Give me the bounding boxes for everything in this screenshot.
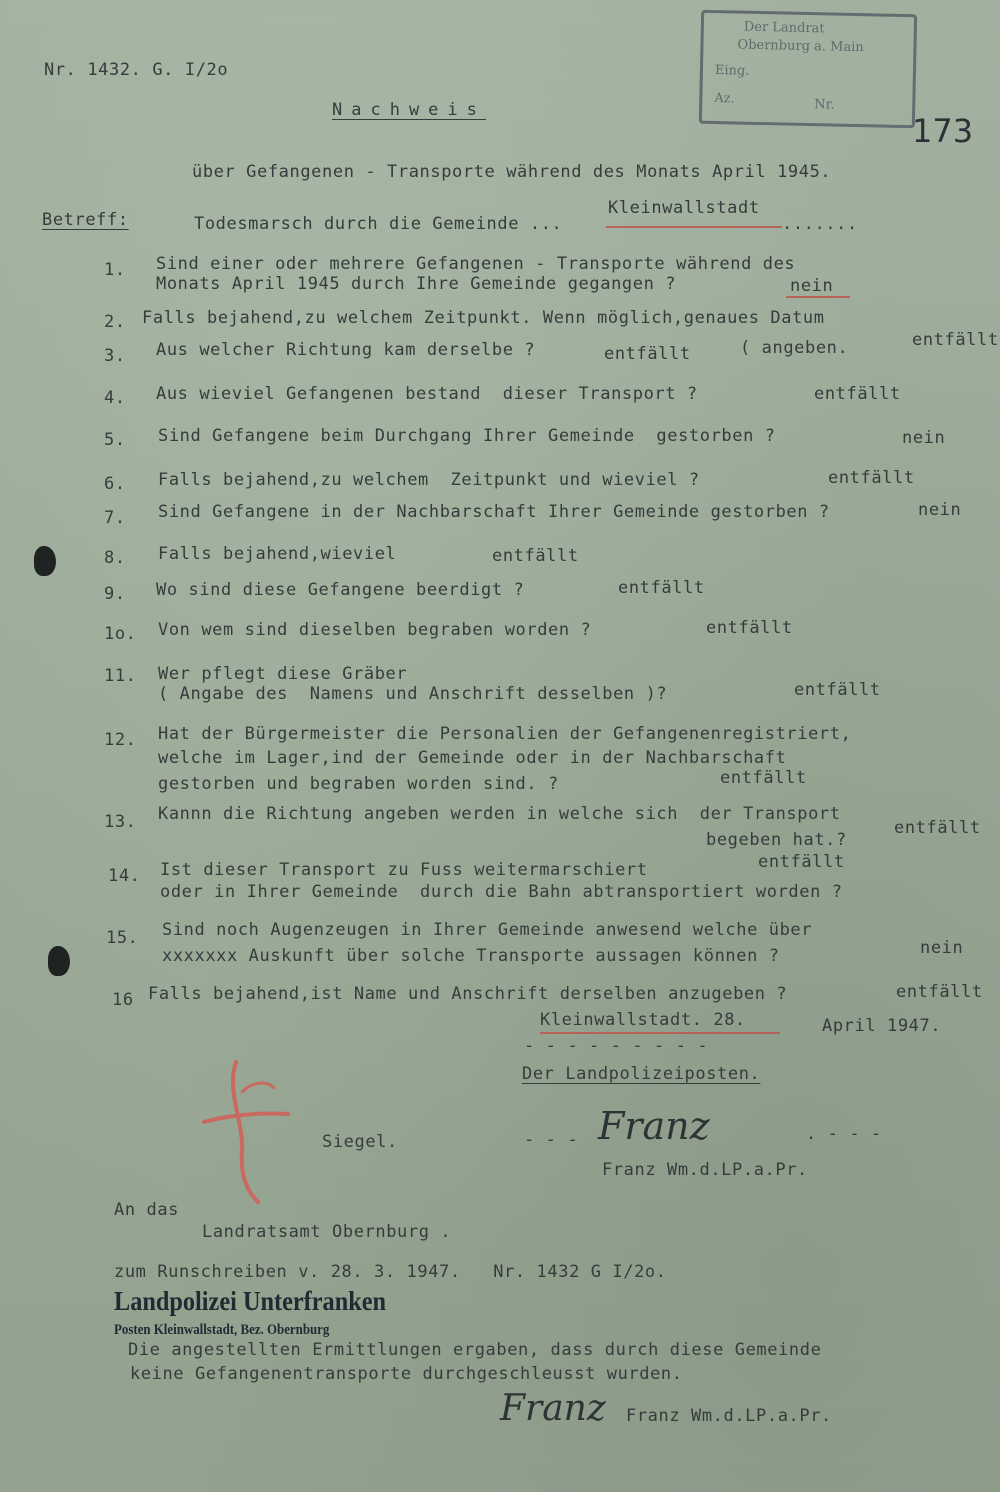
question-number: 15. (106, 928, 139, 948)
subject-place: Kleinwallstadt (608, 198, 760, 218)
answer-text: entfällt (894, 818, 981, 838)
question-text: Falls bejahend,wieviel (158, 544, 397, 564)
stamp-line-2: Obernburg a. Main (737, 37, 864, 56)
document-subtitle: über Gefangenen - Transporte während des Monats April 1945. (192, 162, 832, 182)
question-text: Hat der Bürgermeister die Personalien der Gefangenenregistriert, (158, 724, 852, 744)
circular-reference: zum Runschreiben v. 28. 3. 1947. Nr. 1432 G I/2o. (114, 1262, 667, 1282)
question-text: xxxxxxx Auskunft über solche Transporte aussagen können ? (162, 946, 780, 966)
punch-hole (48, 946, 70, 976)
office-name: Der Landpolizeiposten. (522, 1064, 761, 1084)
signature: Franz (598, 1104, 710, 1148)
red-initial-mark (196, 1052, 306, 1212)
recipient-office: Landratsamt Obernburg . (202, 1222, 452, 1242)
seal-label: Siegel. (322, 1132, 398, 1152)
question-number: 11. (104, 666, 137, 686)
page-number: 173 (912, 112, 974, 150)
answer-text: entfällt (758, 852, 845, 872)
question-number: 13. (104, 812, 137, 832)
question-text: Sind Gefangene beim Durchgang Ihrer Gemeinde gestorben ? (158, 426, 776, 446)
month-year: April 1947. (822, 1016, 942, 1036)
question-number: 14. (108, 866, 141, 886)
date-dashes: - - - - - - - - - (524, 1036, 709, 1056)
answer-text: entfällt (604, 344, 691, 364)
question-text: Sind noch Augenzeugen in Ihrer Gemeinde anwesend welche über (162, 920, 813, 940)
question-text: oder in Ihrer Gemeinde durch die Bahn abtransportiert worden ? (160, 882, 843, 902)
subject-place-red-underline (606, 226, 782, 228)
signature-dashes-left: - - - (524, 1130, 579, 1150)
stamp-line-5: Nr. (814, 97, 835, 113)
question-text: Monats April 1945 durch Ihre Gemeinde gegangen ? (156, 274, 677, 294)
question-number: 8. (104, 548, 126, 568)
place-red-underline (540, 1032, 780, 1034)
question-text: Falls bejahend,ist Name und Anschrift derselben anzugeben ? (148, 984, 788, 1004)
answer-text: entfällt (706, 618, 793, 638)
signature-dashes-right: . - - - (806, 1124, 882, 1144)
answer-text: entfällt (720, 768, 807, 788)
question-text: Falls bejahend,zu welchem Zeitpunkt. Wenn möglich,genaues Datum (142, 308, 825, 328)
question-number: 4. (104, 388, 126, 408)
question-number: 6. (104, 474, 126, 494)
question-number: 16 (112, 990, 134, 1010)
answer-text: entfällt (828, 468, 915, 488)
footer-signature: Franz (500, 1388, 606, 1429)
question-text: Wer pflegt diese Gräber (158, 664, 408, 684)
question-text: welche im Lager,ind der Gemeinde oder in der Nachbarschaft (158, 748, 787, 768)
question-number: 1o. (104, 624, 137, 644)
question-number: 1. (104, 260, 126, 280)
stamp-line-1: Der Landrat (743, 19, 825, 37)
answer-text: entfällt (794, 680, 881, 700)
question-text: Sind Gefangene in der Nachbarschaft Ihrer Gemeinde gestorben ? (158, 502, 830, 522)
question-number: 2. (104, 312, 126, 332)
punch-hole (34, 546, 56, 576)
answer-text: nein (790, 276, 834, 296)
received-stamp (699, 10, 917, 128)
question-text: Ist dieser Transport zu Fuss weitermarschiert (160, 860, 648, 880)
question-note: ( angeben. (740, 338, 849, 358)
question-number: 12. (104, 730, 137, 750)
question-text: Aus wieviel Gefangenen bestand dieser Transport ? (156, 384, 698, 404)
question-text: begeben hat.? (706, 830, 847, 850)
answer-text: nein (920, 938, 964, 958)
answer-text: entfällt (814, 384, 901, 404)
body-line-1: Die angestellten Ermittlungen ergaben, dass durch diese Gemeinde (128, 1340, 822, 1360)
question-text: Kannn die Richtung angeben werden in welche sich der Transport (158, 804, 841, 824)
letterhead-title: Landpolizei Unterfranken (114, 1286, 387, 1316)
place-date: Kleinwallstadt. 28. (540, 1010, 746, 1030)
question-text: ( Angabe des Namens und Anschrift desselben )? (158, 684, 668, 704)
question-text: gestorben und begraben worden sind. ? (158, 774, 559, 794)
question-text: Falls bejahend,zu welchem Zeitpunkt und wieviel ? (158, 470, 700, 490)
stamp-line-4: Az. (714, 91, 735, 107)
question-number: 7. (104, 508, 126, 528)
signer-name: Franz Wm.d.LP.a.Pr. (602, 1160, 808, 1180)
question-number: 3. (104, 346, 126, 366)
reference-number: Nr. 1432. G. I/2o (44, 60, 229, 80)
answer-text: nein (902, 428, 946, 448)
letterhead-subtitle: Posten Kleinwallstadt, Bez. Obernburg (114, 1322, 330, 1338)
subject-label: Betreff: (42, 210, 129, 230)
question-number: 9. (104, 584, 126, 604)
subject-text: Todesmarsch durch die Gemeinde ... (194, 214, 563, 234)
answer-text: entfällt (492, 546, 579, 566)
subject-dots: ....... (782, 214, 858, 234)
answer-text: entfällt (912, 330, 999, 350)
stamp-line-3: Eing. (714, 63, 750, 79)
question-text: Sind einer oder mehrere Gefangenen - Transporte während des (156, 254, 796, 274)
question-text: Von wem sind dieselben begraben worden ? (158, 620, 592, 640)
answer-text: entfällt (618, 578, 705, 598)
answer-text: entfällt (896, 982, 983, 1002)
question-text: Aus welcher Richtung kam derselbe ? (156, 340, 536, 360)
answer-red-underline (786, 296, 850, 298)
question-number: 5. (104, 430, 126, 450)
recipient-to: An das (114, 1200, 180, 1220)
answer-text: nein (918, 500, 962, 520)
footer-signer: Franz Wm.d.LP.a.Pr. (626, 1406, 832, 1426)
question-text: Wo sind diese Gefangene beerdigt ? (156, 580, 525, 600)
document-title: Nachweis (332, 100, 486, 120)
body-line-2: keine Gefangenentransporte durchgeschleusst wurden. (130, 1364, 683, 1384)
